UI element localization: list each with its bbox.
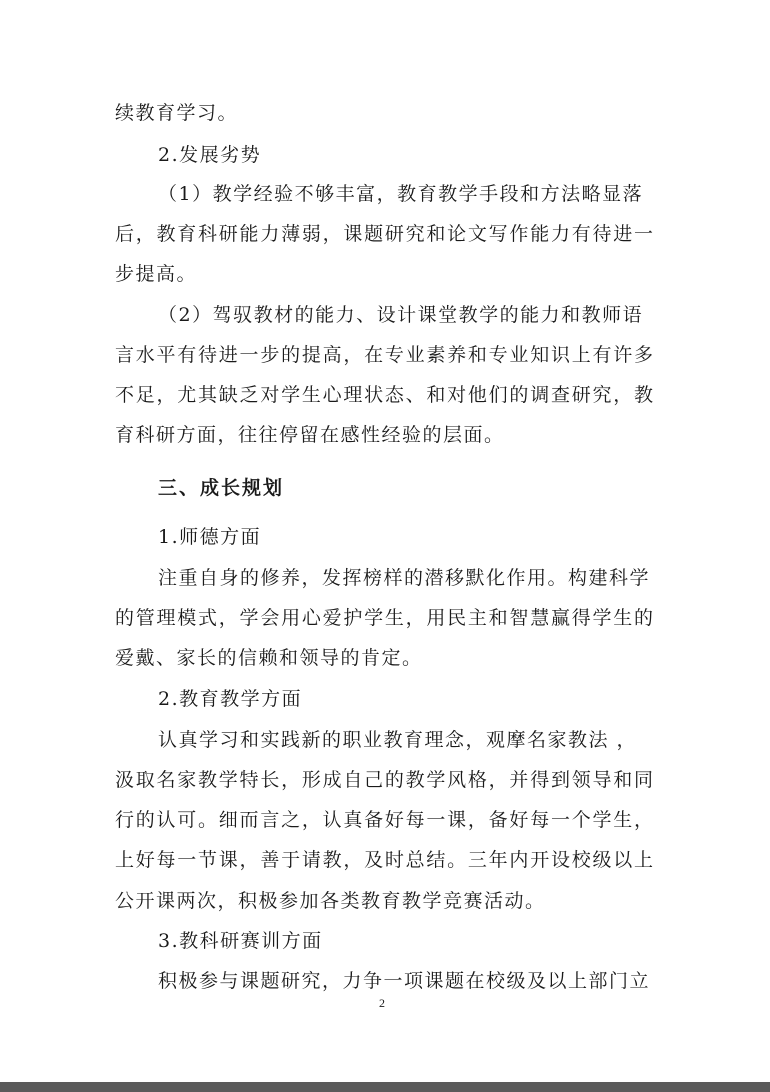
- paragraph-line: 公开课两次，积极参加各类教育教学竞赛活动。: [115, 890, 546, 912]
- paragraph-line: 续教育学习。: [115, 102, 239, 124]
- paragraph-line: 认真学习和实践新的职业教育理念，观摩名家教法 ，: [158, 729, 638, 751]
- paragraph-line: 上好每一节课，善于请教，及时总结。三年内开设校级以上: [115, 849, 653, 871]
- paragraph-line: 言水平有待进一步的提高，在专业素养和专业知识上有许多: [115, 344, 653, 366]
- paragraph-line: 爱戴、家长的信赖和领导的肯定。: [115, 647, 423, 669]
- subheading-development-weakness: 2.发展劣势: [158, 144, 262, 166]
- paragraph-line: （1）教学经验不够丰富，教育教学手段和方法略显落: [158, 183, 644, 205]
- paragraph-line: 注重自身的修养，发挥榜样的潜移默化作用。构建科学: [158, 567, 651, 589]
- section-heading-growth-plan: 三、成长规划: [158, 477, 285, 499]
- subheading-teacher-ethics: 1.师德方面: [158, 526, 262, 548]
- paragraph-line: 不足，尤其缺乏对学生心理状态、和对他们的调查研究，教: [115, 384, 653, 406]
- paragraph-line: 步提高。: [115, 263, 198, 285]
- page-bottom-edge: [0, 1082, 770, 1092]
- subheading-education-teaching: 2.教育教学方面: [158, 688, 303, 710]
- paragraph-line: 积极参与课题研究，力争一项课题在校级及以上部门立: [158, 970, 651, 992]
- paragraph-line: 汲取名家教学特长，形成自己的教学风格，并得到领导和同: [115, 769, 653, 791]
- paragraph-line: 行的认可。细而言之，认真备好每一课，备好每一个学生，: [115, 809, 653, 831]
- paragraph-line: 育科研方面，往往停留在感性经验的层面。: [115, 424, 505, 446]
- subheading-research-training: 3.教科研赛训方面: [158, 930, 323, 952]
- paragraph-line: （2）驾驭教材的能力、设计课堂教学的能力和教师语: [158, 304, 644, 326]
- page-number: 2: [379, 996, 385, 1010]
- paragraph-line: 后，教育科研能力薄弱，课题研究和论文写作能力有待进一: [115, 223, 653, 245]
- paragraph-line: 的管理模式，学会用心爱护学生，用民主和智慧赢得学生的: [115, 607, 653, 629]
